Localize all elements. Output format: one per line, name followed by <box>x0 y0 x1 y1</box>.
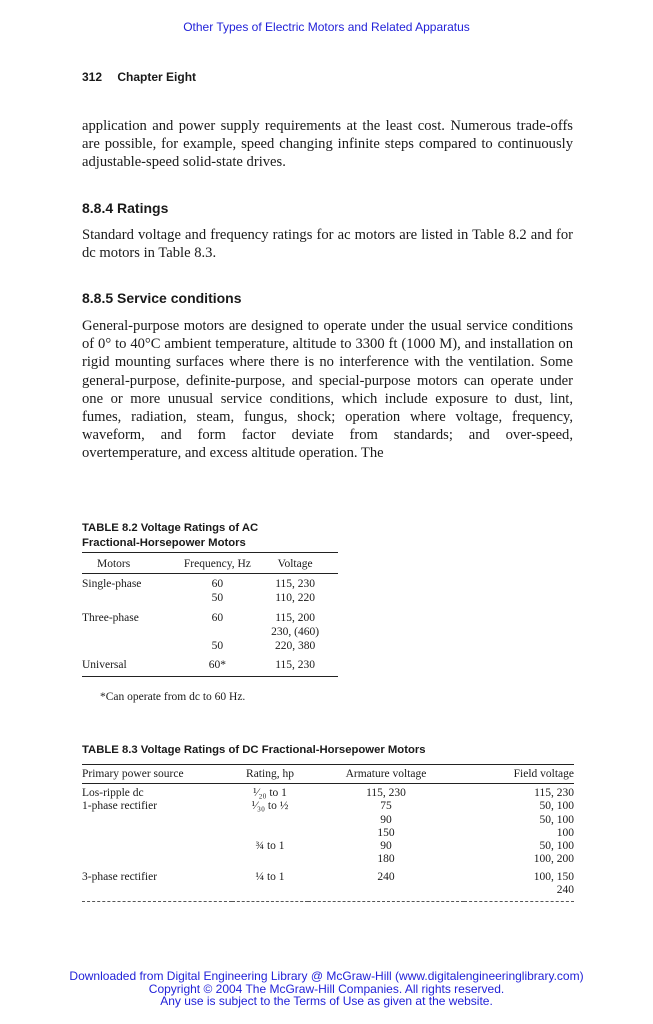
table-cell: 60 <box>211 578 224 590</box>
footer-terms-line[interactable]: Any use is subject to the Terms of Use as given at the website. <box>160 994 493 1008</box>
section-heading-service: 8.8.5 Service conditions <box>82 290 242 306</box>
table-cell: Three-phase <box>82 611 139 624</box>
table-row <box>82 853 574 866</box>
table-cell: ¹⁄₃₀ to ½ <box>251 800 289 813</box>
table-cell: 100 <box>556 826 574 839</box>
table-row <box>82 827 574 840</box>
column-header: Motors <box>82 553 183 574</box>
table-cell <box>82 639 183 653</box>
running-head <box>82 70 196 84</box>
table-cell: 90 <box>380 840 392 853</box>
table-cell: 240 <box>377 870 395 883</box>
table-cell: 115, 200 <box>275 611 316 624</box>
table-8-2-caption-line1: TABLE 8.2 Voltage Ratings of AC <box>82 522 259 534</box>
table-row <box>82 606 338 625</box>
table-cell: 220, 380 <box>274 640 316 653</box>
table-cell: 1-phase rectifier <box>82 800 158 813</box>
footer-notice[interactable] <box>0 970 653 1008</box>
footer-download-line[interactable]: Downloaded from Digital Engineering Library @ McGraw-Hill (www.digitalengineeringlibrary.com) <box>69 969 584 983</box>
header-link[interactable]: Other Types of Electric Motors and Related Apparatus <box>183 20 470 34</box>
table-cell: 115, 230 <box>252 653 338 676</box>
page-number: 312 <box>82 70 103 84</box>
table-cell: 100, 150 <box>533 870 574 883</box>
table-cell: 50, 100 <box>539 800 574 813</box>
column-header: Voltage <box>252 553 338 574</box>
table-cell <box>82 853 232 866</box>
table-cell: 115, 230 <box>366 787 406 799</box>
chapter-title: Chapter Eight <box>117 70 197 84</box>
column-header: Armature voltage <box>308 765 464 784</box>
table-cell <box>82 814 232 827</box>
table-cell: ¾ to 1 <box>255 840 285 853</box>
table-cell: 230, (460) <box>271 625 320 638</box>
table-header-row <box>82 553 338 574</box>
column-header: Primary power source <box>82 765 232 784</box>
table-cell <box>82 625 183 639</box>
table-8-2-footnote: *Can operate from dc to 60 Hz. <box>100 691 246 703</box>
table-row <box>82 653 338 676</box>
table-cell: ¹⁄₂₀ to 1 <box>253 787 287 799</box>
table-cell: 150 <box>377 826 395 839</box>
column-header: Frequency, Hz <box>183 553 253 574</box>
service-paragraph: General-purpose motors are designed to operate under the usual service conditions of 0° to 40°C ambient temperature, altitude to 3300 ft (1000 M), and installation on rigid mounting surfaces where there is no interference with the ventilation. Some general-purpose, definite-purpose, and special-purpose motors can operate under one or more unusual service conditions, which include exposure to dust, lint, fumes, radiation, steam, fungus, shock; operation where voltage, frequency, waveform, and form factor deviate from standards; and over-speed, overtemperature, and excess altitude operation. The <box>82 318 573 462</box>
footer-copyright-line: Copyright © 2004 The McGraw-Hill Companies. All rights reserved. <box>148 981 505 996</box>
table-cell: 90 <box>380 813 392 826</box>
table-8-3-caption: TABLE 8.3 Voltage Ratings of DC Fractional-Horsepower Motors <box>82 744 426 756</box>
table-cell: 50, 100 <box>539 813 574 826</box>
ratings-paragraph: Standard voltage and frequency ratings for ac motors are listed in Table 8.2 and for dc motors in Table 8.3. <box>82 227 573 262</box>
intro-paragraph: application and power supply requirements at the least cost. Numerous trade-offs are possible, for example, speed changing infinite steps compared to continuously adjustable-speed solid-state drives. <box>82 118 573 171</box>
table-row <box>82 840 574 853</box>
table-row <box>82 625 338 639</box>
table-header-row <box>82 765 574 784</box>
table-row <box>82 884 574 902</box>
column-header: Field voltage <box>464 765 574 784</box>
table-row <box>82 800 574 813</box>
table-cell: 50 <box>211 640 224 653</box>
table-cell <box>82 591 183 605</box>
table-cell <box>232 884 308 902</box>
table-8-2 <box>82 552 338 677</box>
table-cell: 75 <box>380 800 392 813</box>
table-cell: Los-ripple dc <box>82 787 144 799</box>
table-8-2-caption <box>82 521 258 550</box>
table-cell: 50 <box>211 592 224 605</box>
table-cell: 240 <box>464 884 574 902</box>
table-cell: 180 <box>377 853 395 866</box>
table-cell <box>232 814 308 827</box>
table-row <box>82 867 574 884</box>
table-8-3 <box>82 764 574 902</box>
table-row <box>82 639 338 653</box>
table-cell: ¼ to 1 <box>255 870 285 883</box>
table-cell: 115, 230 <box>275 578 316 590</box>
table-cell: 110, 220 <box>275 592 316 605</box>
column-header: Rating, hp <box>232 765 308 784</box>
table-cell <box>82 827 232 840</box>
table-cell: Universal <box>82 653 183 676</box>
table-cell <box>82 840 232 853</box>
table-cell: 115, 230 <box>534 787 574 799</box>
table-cell: 100, 200 <box>533 853 574 866</box>
table-cell <box>82 884 232 902</box>
table-cell <box>232 827 308 840</box>
table-cell: 3-phase rectifier <box>82 870 158 883</box>
table-cell: Single-phase <box>82 578 142 590</box>
table-row <box>82 591 338 605</box>
table-row <box>82 574 338 592</box>
table-cell <box>183 625 253 639</box>
table-row <box>82 814 574 827</box>
table-cell <box>232 853 308 866</box>
table-cell <box>308 884 464 902</box>
table-cell: 60* <box>183 653 253 676</box>
table-row <box>82 784 574 801</box>
table-8-2-caption-line2: Fractional-Horsepower Motors <box>82 536 246 549</box>
table-cell: 50, 100 <box>539 840 574 853</box>
section-heading-ratings: 8.8.4 Ratings <box>82 200 169 216</box>
table-cell: 60 <box>211 611 224 624</box>
